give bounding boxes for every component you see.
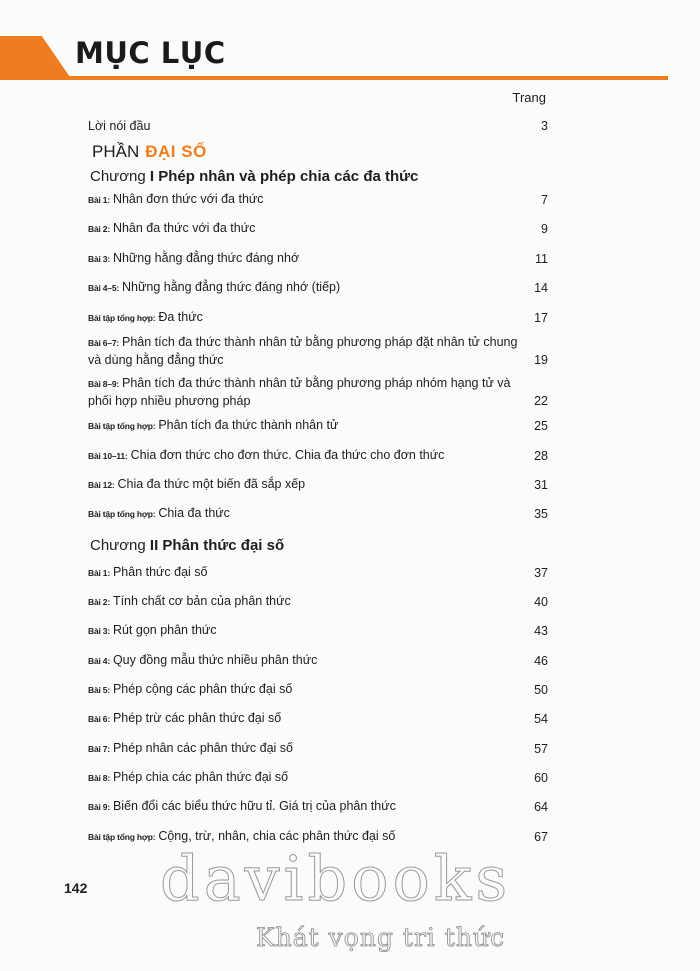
- toc-label: Bài 1:: [88, 568, 110, 578]
- toc-item: [88, 309, 548, 327]
- toc-item: [88, 417, 548, 435]
- toc-preface: [88, 118, 548, 135]
- toc-text: Những hằng đẳng thức đáng nhớ (tiếp): [122, 280, 341, 294]
- toc-page: 60: [534, 771, 548, 785]
- toc-page: 14: [534, 281, 548, 295]
- toc-text: Phân thức đại số: [112, 565, 208, 579]
- toc-label: Bài tập tổng hợp:: [88, 832, 156, 842]
- toc-page: 64: [534, 800, 548, 814]
- toc-label: Bài 9:: [88, 802, 110, 812]
- toc-label: Bài tập tổng hợp:: [88, 421, 156, 431]
- chapter-prefix: Chương: [90, 537, 146, 554]
- toc-item: [88, 375, 548, 410]
- part-heading: [92, 142, 207, 162]
- toc-text: Phép cộng các phân thức đại số: [112, 682, 293, 696]
- toc-text: Phân tích đa thức thành nhân tử bằng phương pháp nhóm hạng tử và: [122, 376, 511, 390]
- toc-text: Chia đa thức một biến đã sắp xếp: [117, 477, 306, 491]
- chapter-prefix: Chương: [90, 168, 146, 185]
- toc-text: Nhân đa thức với đa thức: [112, 221, 256, 235]
- toc-item: [88, 220, 548, 238]
- toc-item: [88, 334, 548, 369]
- toc-page: 3: [541, 119, 548, 133]
- toc-text: Đa thức: [158, 310, 203, 324]
- toc-page: 67: [534, 830, 548, 844]
- toc-item: [88, 447, 548, 465]
- toc-item: [88, 279, 548, 297]
- toc-item: [88, 740, 548, 758]
- toc-item: [88, 564, 548, 582]
- toc-label: Bài tập tổng hợp:: [88, 509, 156, 519]
- toc-page: 9: [541, 222, 548, 236]
- toc-label: Bài 6:: [88, 714, 110, 724]
- toc-page: 54: [534, 712, 548, 726]
- toc-page: 17: [534, 311, 548, 325]
- toc-page: 11: [535, 252, 548, 266]
- toc-text: Phân tích đa thức thành nhân tử bằng phương pháp đặt nhân tử chung: [122, 335, 518, 349]
- toc-item: [88, 652, 548, 670]
- toc-page: 50: [534, 683, 548, 697]
- toc-label: Bài 6–7:: [88, 338, 120, 348]
- toc-page: 19: [534, 353, 548, 367]
- page-column-label: Trang: [512, 90, 546, 105]
- toc-item: [88, 681, 548, 699]
- toc-label: Bài 5:: [88, 685, 110, 695]
- toc-label: Bài 2:: [88, 597, 110, 607]
- chapter-name: I Phép nhân và phép chia các đa thức: [149, 168, 419, 185]
- toc-item: [88, 505, 548, 523]
- toc-label: Bài 8–9:: [88, 379, 120, 389]
- toc-page: 7: [541, 193, 548, 207]
- toc-text: Lời nói đầu: [88, 119, 151, 133]
- toc-item: [88, 710, 548, 728]
- toc-page: 31: [534, 478, 548, 492]
- header-rule: [40, 76, 668, 80]
- part-prefix: PHẦN: [92, 142, 140, 161]
- chapter-heading-2: [90, 537, 284, 554]
- toc-item: [88, 250, 548, 268]
- toc-label: Bài 12:: [88, 480, 115, 490]
- toc-text: Phân tích đa thức thành nhân tử: [158, 418, 339, 432]
- toc-text: Phép trừ các phân thức đại số: [112, 711, 282, 725]
- toc-text: Chia đơn thức cho đơn thức. Chia đa thức cho đơn thức: [130, 448, 445, 462]
- toc-text: Biến đổi các biểu thức hữu tỉ. Giá trị của phân thức: [112, 799, 396, 813]
- toc-item: [88, 191, 548, 209]
- header: [0, 0, 700, 85]
- toc-item: [88, 622, 548, 640]
- toc-label: Bài 2:: [88, 224, 110, 234]
- toc-label: Bài tập tổng hợp:: [88, 313, 156, 323]
- page-number: 142: [64, 880, 88, 896]
- watermark-tagline: Khát vọng tri thức: [256, 923, 506, 952]
- chapter-heading-1: [90, 168, 418, 185]
- toc-text: Nhân đơn thức với đa thức: [112, 192, 264, 206]
- toc-label: Bài 3:: [88, 626, 110, 636]
- toc-page: 46: [534, 654, 548, 668]
- toc-text-cont: phối hợp nhiều phương pháp: [88, 394, 251, 408]
- toc-text: Quy đồng mẫu thức nhiều phân thức: [112, 653, 318, 667]
- toc-text: Phép nhân các phân thức đại số: [112, 741, 293, 755]
- part-name: ĐẠI SỐ: [145, 142, 207, 161]
- chapter-name: II Phân thức đại số: [149, 537, 285, 554]
- toc-label: Bài 4–5:: [88, 283, 120, 293]
- toc-text: Tính chất cơ bản của phân thức: [112, 594, 291, 608]
- toc-text: Chia đa thức: [158, 506, 230, 520]
- header-accent-tab: [0, 36, 72, 80]
- toc-label: Bài 1:: [88, 195, 110, 205]
- toc-label: Bài 3:: [88, 254, 110, 264]
- toc-label: Bài 7:: [88, 744, 110, 754]
- toc-item: [88, 476, 548, 494]
- toc-item: [88, 798, 548, 816]
- toc-label: Bài 8:: [88, 773, 110, 783]
- watermark-brand: davibooks: [160, 842, 512, 915]
- page-title: MỤC LỤC: [75, 36, 226, 70]
- toc-page: 57: [534, 742, 548, 756]
- toc-page: 35: [534, 507, 548, 521]
- toc-page: 40: [534, 595, 548, 609]
- toc-label: Bài 10–11:: [88, 451, 128, 461]
- toc-item: [88, 593, 548, 611]
- toc-text: Phép chia các phân thức đại số: [112, 770, 289, 784]
- toc-item: [88, 769, 548, 787]
- toc-page: 43: [534, 624, 548, 638]
- toc-label: Bài 4:: [88, 656, 110, 666]
- toc-text: Cộng, trừ, nhân, chia các phân thức đại số: [158, 829, 396, 843]
- toc-page: 22: [534, 394, 548, 408]
- toc-text-cont: và dùng hằng đẳng thức: [88, 353, 224, 367]
- toc-page: 28: [534, 449, 548, 463]
- toc-page: 25: [534, 419, 548, 433]
- toc-page: 37: [534, 566, 548, 580]
- toc-text: Những hằng đẳng thức đáng nhớ: [112, 251, 300, 265]
- toc-text: Rút gọn phân thức: [112, 623, 217, 637]
